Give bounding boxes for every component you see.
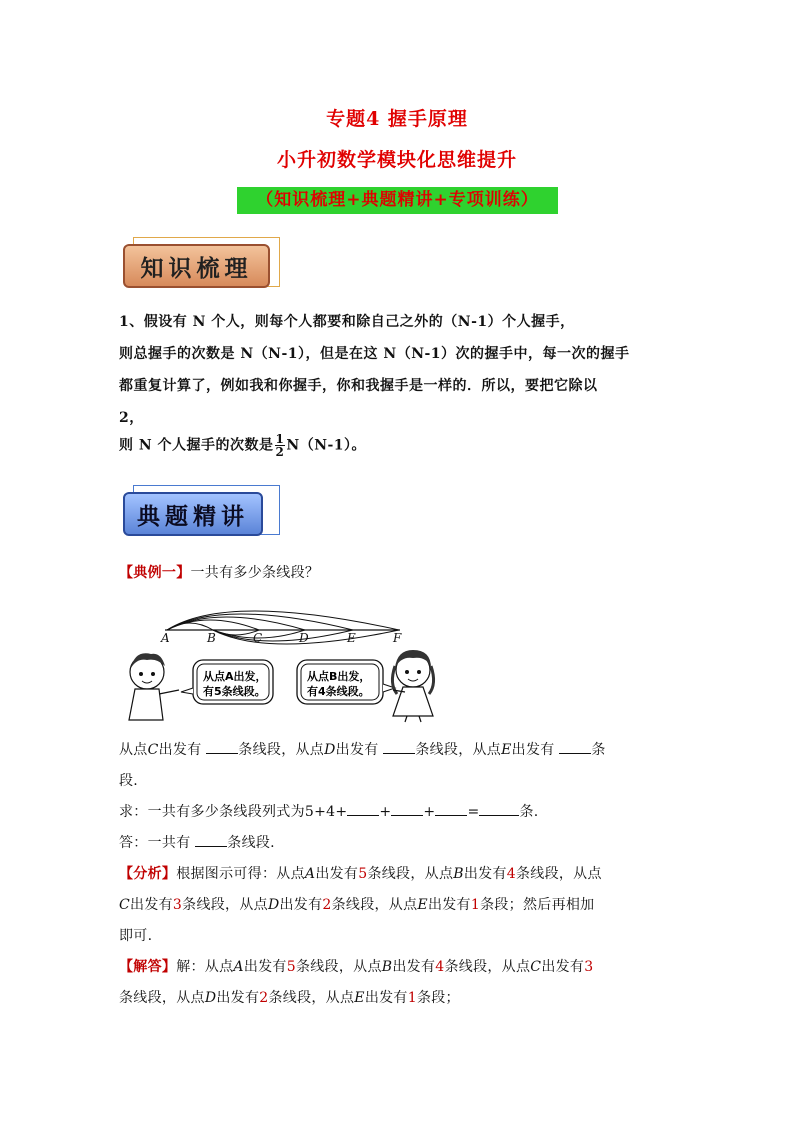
text: 条线段，从点 bbox=[331, 897, 418, 913]
analysis-line-2 bbox=[119, 894, 594, 914]
text: 条线段. bbox=[227, 835, 275, 851]
answer-blank[interactable] bbox=[435, 802, 467, 816]
fraction bbox=[275, 433, 286, 458]
count: 4 bbox=[435, 959, 445, 975]
title-tag: （知识梳理+典题精讲+专项训练） bbox=[237, 187, 558, 214]
fill-line-1 bbox=[119, 739, 606, 759]
text: 出发有 bbox=[279, 897, 323, 913]
text: 出发有 bbox=[364, 990, 408, 1006]
banner-label: 知识梳理 bbox=[123, 244, 270, 288]
plus-sign: + bbox=[423, 804, 436, 820]
point-ref: C bbox=[147, 742, 159, 758]
answer-blank[interactable] bbox=[391, 802, 423, 816]
text: 解：从点 bbox=[176, 959, 234, 975]
text: 条线段，从点 bbox=[515, 866, 602, 882]
text: 出发有 bbox=[130, 897, 173, 913]
knowledge-line-1: 1、假设有 N 个人，则每个人都要和除自己之外的（N-1）个人握手， bbox=[119, 314, 575, 330]
answer-blank[interactable] bbox=[383, 740, 415, 754]
knowledge-line-4: 2， bbox=[119, 410, 144, 426]
answer-blank[interactable] bbox=[347, 802, 379, 816]
knowledge-line-5 bbox=[119, 433, 366, 458]
speech-bubble-right bbox=[297, 660, 395, 704]
count: 3 bbox=[584, 959, 594, 975]
example-question bbox=[119, 562, 319, 582]
knowledge-line-5-post: N（N-1）。 bbox=[286, 437, 367, 454]
text: 条段； bbox=[416, 990, 460, 1006]
knowledge-line-3: 都重复计算了，例如我和你握手，你和我握手是一样的．所以，要把它除以 bbox=[119, 378, 598, 394]
point-label: C bbox=[253, 631, 263, 645]
text: 出发有 bbox=[392, 959, 436, 975]
point-ref: E bbox=[354, 990, 365, 1006]
fill-line-2: 段. bbox=[119, 773, 139, 789]
count: 5 bbox=[358, 866, 368, 882]
point-label: B bbox=[207, 631, 216, 645]
text: 条 bbox=[591, 742, 606, 758]
count: 4 bbox=[506, 866, 516, 882]
text: 条线段，从点 bbox=[119, 990, 205, 1006]
section-banner-knowledge bbox=[123, 244, 283, 296]
text: 出发有 bbox=[511, 742, 555, 758]
count: 1 bbox=[470, 897, 481, 913]
knowledge-line-5-pre: 则 N 个人握手的次数是 bbox=[119, 437, 274, 454]
point-label: D bbox=[299, 631, 309, 645]
equals-sign: = bbox=[467, 804, 480, 820]
point-label: F bbox=[393, 631, 402, 645]
solution-label: 【解答】 bbox=[119, 959, 177, 975]
arc-a-c bbox=[167, 620, 259, 630]
speech-bubble-left bbox=[181, 660, 273, 704]
text: 求：一共有多少条线段列式为 bbox=[119, 804, 305, 820]
analysis-label: 【分析】 bbox=[119, 866, 177, 882]
point-ref: B bbox=[381, 959, 393, 975]
text: 出发有 bbox=[216, 990, 260, 1006]
point-ref: D bbox=[267, 897, 280, 913]
plus-sign: + bbox=[379, 804, 392, 820]
point-ref: A bbox=[304, 866, 316, 882]
text: 条线段，从点 bbox=[238, 742, 325, 758]
solution-line-2 bbox=[119, 987, 460, 1007]
text: 条段；然后再相加 bbox=[480, 897, 595, 913]
expression: 5+4+ bbox=[304, 804, 348, 820]
bubble-right-line-2: 有4条线段。 bbox=[307, 685, 370, 698]
analysis-line-1 bbox=[119, 863, 602, 883]
fraction-numerator: 1 bbox=[275, 432, 285, 446]
segment-figure bbox=[117, 588, 537, 723]
point-label: E bbox=[347, 631, 356, 645]
point-ref: C bbox=[530, 959, 542, 975]
point-ref: C bbox=[119, 897, 131, 913]
answer-blank[interactable] bbox=[559, 740, 591, 754]
text: 出发有 bbox=[158, 742, 202, 758]
answer-blank[interactable] bbox=[479, 802, 519, 816]
text: 条线段，从点 bbox=[367, 866, 454, 882]
girl-illustration bbox=[392, 650, 433, 722]
ask-line bbox=[119, 801, 539, 821]
count: 5 bbox=[286, 959, 296, 975]
text: 条线段，从点 bbox=[444, 959, 531, 975]
section-banner-examples bbox=[123, 492, 283, 544]
text: 条. bbox=[519, 804, 539, 820]
point-label: A bbox=[161, 631, 170, 645]
example-question-text: 一共有多少条线段？ bbox=[190, 565, 320, 581]
analysis-line-3: 即可. bbox=[119, 928, 153, 944]
point-ref: E bbox=[417, 897, 428, 913]
count: 1 bbox=[407, 990, 417, 1006]
page-title: 专题4 握手原理 bbox=[326, 108, 468, 130]
point-ref: E bbox=[501, 742, 512, 758]
answer-blank[interactable] bbox=[206, 740, 238, 754]
text: 答：一共有 bbox=[119, 835, 191, 851]
count: 2 bbox=[259, 990, 269, 1006]
point-ref: A bbox=[233, 959, 244, 975]
count: 3 bbox=[172, 897, 183, 913]
fraction-denominator: 2 bbox=[275, 445, 285, 459]
text: 出发有 bbox=[463, 866, 507, 882]
answer-line bbox=[119, 832, 275, 852]
bubble-right-line-1: 从点B出发， bbox=[307, 670, 371, 683]
banner-label: 典题精讲 bbox=[123, 492, 263, 536]
text: 出发有 bbox=[427, 897, 471, 913]
answer-blank[interactable] bbox=[195, 833, 227, 847]
boy-illustration bbox=[129, 653, 179, 720]
text: 条线段，从点 bbox=[182, 897, 268, 913]
arc-a-b bbox=[167, 623, 213, 630]
solution-line-1 bbox=[119, 956, 593, 976]
point-ref: D bbox=[204, 990, 217, 1006]
text: 从点 bbox=[119, 742, 148, 758]
bubble-left-line-1: 从点A出发， bbox=[203, 670, 267, 683]
page-subtitle: 小升初数学模块化思维提升 bbox=[276, 149, 517, 171]
count: 2 bbox=[322, 897, 332, 913]
text: 条线段，从点 bbox=[415, 742, 502, 758]
point-ref: D bbox=[324, 742, 336, 758]
text: 条线段，从点 bbox=[268, 990, 355, 1006]
bubble-left-line-2: 有5条线段。 bbox=[203, 685, 266, 698]
knowledge-line-2: 则总握手的次数是 N（N-1），但是在这 N（N-1）次的握手中，每一次的握手 bbox=[119, 346, 630, 362]
text: 根据图示可得：从点 bbox=[176, 866, 305, 882]
text: 出发有 bbox=[315, 866, 359, 882]
example-label: 【典例一】 bbox=[119, 565, 191, 581]
text: 出发有 bbox=[243, 959, 287, 975]
text: 出发有 bbox=[541, 959, 585, 975]
point-ref: B bbox=[453, 866, 464, 882]
text: 出发有 bbox=[335, 742, 379, 758]
text: 条线段，从点 bbox=[295, 959, 382, 975]
